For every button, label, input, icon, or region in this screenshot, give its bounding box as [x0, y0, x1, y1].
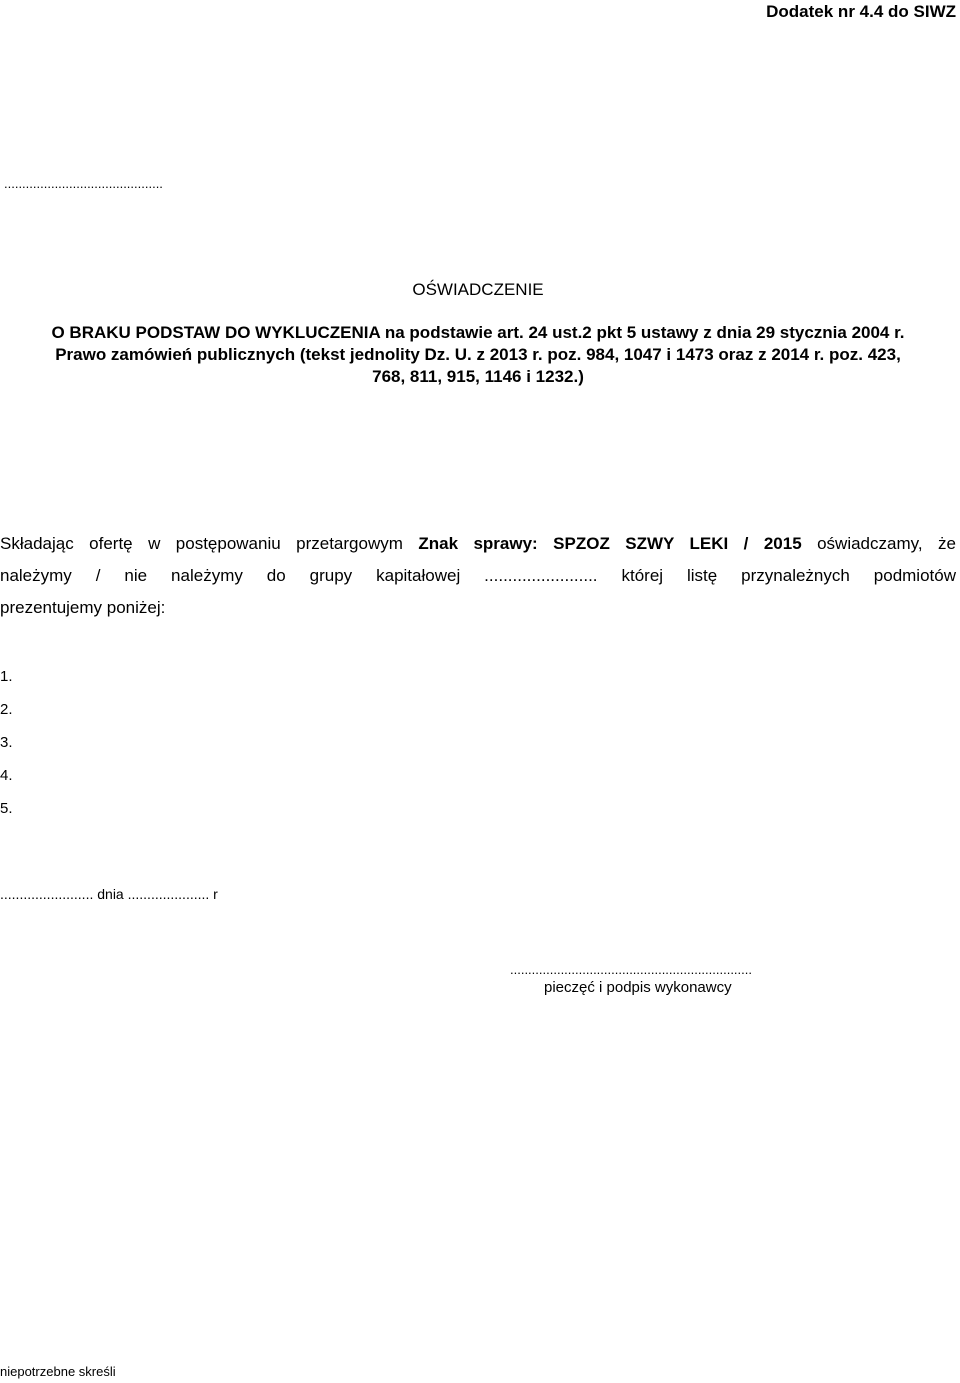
statement-line-3: prezentujemy poniżej:	[0, 598, 166, 617]
subtitle-line-1: O BRAKU PODSTAW DO WYKLUCZENIA na podstawie art. 24 ust.2 pkt 5 ustawy z dnia 29 stycznia 2004 r.	[51, 323, 905, 342]
list-item: 3.	[0, 734, 13, 751]
document-title: OŚWIADCZENIE	[412, 280, 544, 299]
case-number: Znak sprawy: SPZOZ SZWY LEKI / 2015	[418, 534, 802, 553]
statement-line-1	[0, 528, 956, 560]
list-item: 5.	[0, 800, 13, 817]
list-item: 4.	[0, 767, 13, 784]
footnote: niepotrzebne skreśli	[0, 1364, 116, 1379]
document-subtitle	[0, 322, 956, 388]
place-date-field: ........................ dnia ..................... r	[0, 886, 218, 902]
statement-paragraph	[0, 528, 956, 624]
statement-text-end: oświadczamy, że	[801, 534, 956, 553]
subtitle-line-2: Prawo zamówień publicznych (tekst jednolity Dz. U. z 2013 r. poz. 984, 1047 i 1473 oraz z 2014 r. poz. 423,	[55, 345, 901, 364]
annex-label: Dodatek nr 4.4 do SIWZ	[766, 2, 956, 21]
list-item: 1.	[0, 668, 13, 685]
list-item: 2.	[0, 701, 13, 718]
entity-list	[0, 660, 13, 825]
subtitle-line-3: 768, 811, 915, 1146 i 1232.)	[372, 367, 584, 386]
statement-text: Składając ofertę w postępowaniu przetargowym	[0, 534, 419, 553]
statement-line-2: należymy / nie należymy do grupy kapitałowej ........................ której listę przynależnych podmiotów	[0, 566, 956, 585]
signature-line: ...................................................................	[510, 962, 752, 977]
company-name-placeholder: ............................................	[4, 176, 163, 191]
signature-label: pieczęć i podpis wykonawcy	[544, 979, 732, 996]
